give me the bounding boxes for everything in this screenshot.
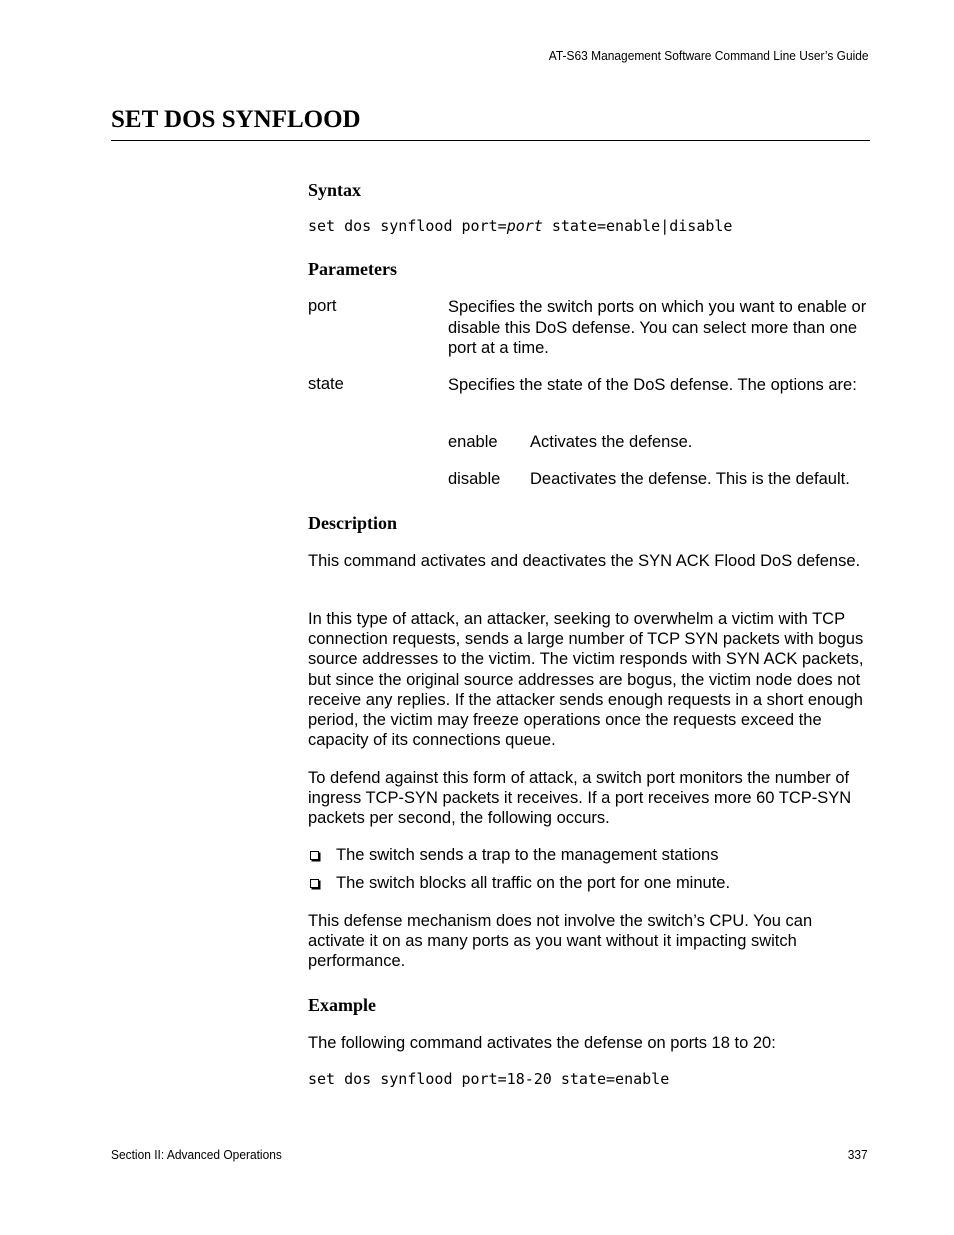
- param-port-name: port: [308, 297, 337, 315]
- checkbox-bullet-icon: [310, 851, 319, 860]
- description-paragraph: In this type of attack, an attacker, seeking to overwhelm a victim with TCP connection requests, sends a large number of TCP SYN packets with bogus source addresses to the victim. The victim responds with SYN ACK packets, but since the original source addresses are bogus, the victim node does not receive any replies. If the attacker sends enough requests in a short enough period, the victim may freeze operations once the requests exceed the capacity of its connections queue.: [308, 610, 864, 750]
- example-intro: The following command activates the defense on ports 18 to 20:: [308, 1034, 776, 1052]
- syntax-heading: Syntax: [308, 180, 362, 200]
- description-paragraph: To defend against this form of attack, a switch port monitors the number of ingress TCP-SYN packets it receives. If a port receives more 60 TCP-SYN packets per second, the following occurs.: [308, 769, 852, 828]
- syntax-code-suffix: state=enable|disable: [542, 217, 733, 235]
- example-code: set dos synflood port=18-20 state=enable: [308, 1070, 670, 1088]
- checkbox-bullet-icon: [310, 879, 319, 888]
- option-enable-description: Activates the defense.: [530, 433, 693, 451]
- example-heading: Example: [308, 995, 377, 1015]
- param-port-description: Specifies the switch ports on which you want to enable or disable this DoS defense. You can select more than one port at a time.: [448, 298, 867, 358]
- syntax-code-param: port: [506, 217, 543, 235]
- title-rule: [111, 140, 870, 141]
- footer-page-number: 337: [848, 1147, 868, 1162]
- footer-section: Section II: Advanced Operations: [111, 1147, 282, 1162]
- page-title: SET DOS SYNFLOOD: [111, 106, 361, 133]
- bullet-text: The switch blocks all traffic on the port for one minute.: [336, 874, 731, 892]
- option-enable-name: enable: [448, 433, 498, 451]
- option-disable-description: Deactivates the defense. This is the default.: [530, 470, 850, 488]
- syntax-code: [308, 217, 732, 235]
- running-header: AT-S63 Management Software Command Line User’s Guide: [549, 48, 869, 63]
- option-disable-name: disable: [448, 470, 501, 488]
- param-state-description: Specifies the state of the DoS defense. The options are:: [448, 376, 857, 394]
- description-paragraph: This command activates and deactivates the SYN ACK Flood DoS defense.: [308, 552, 861, 570]
- parameters-heading: Parameters: [308, 259, 397, 279]
- closing-paragraph: This defense mechanism does not involve the switch’s CPU. You can activate it on as many ports as you want without it impacting switch performance.: [308, 912, 813, 971]
- param-state-name: state: [308, 375, 344, 393]
- bullet-text: The switch sends a trap to the management stations: [336, 846, 719, 864]
- syntax-code-prefix: set dos synflood port=: [308, 217, 507, 235]
- description-heading: Description: [308, 513, 397, 533]
